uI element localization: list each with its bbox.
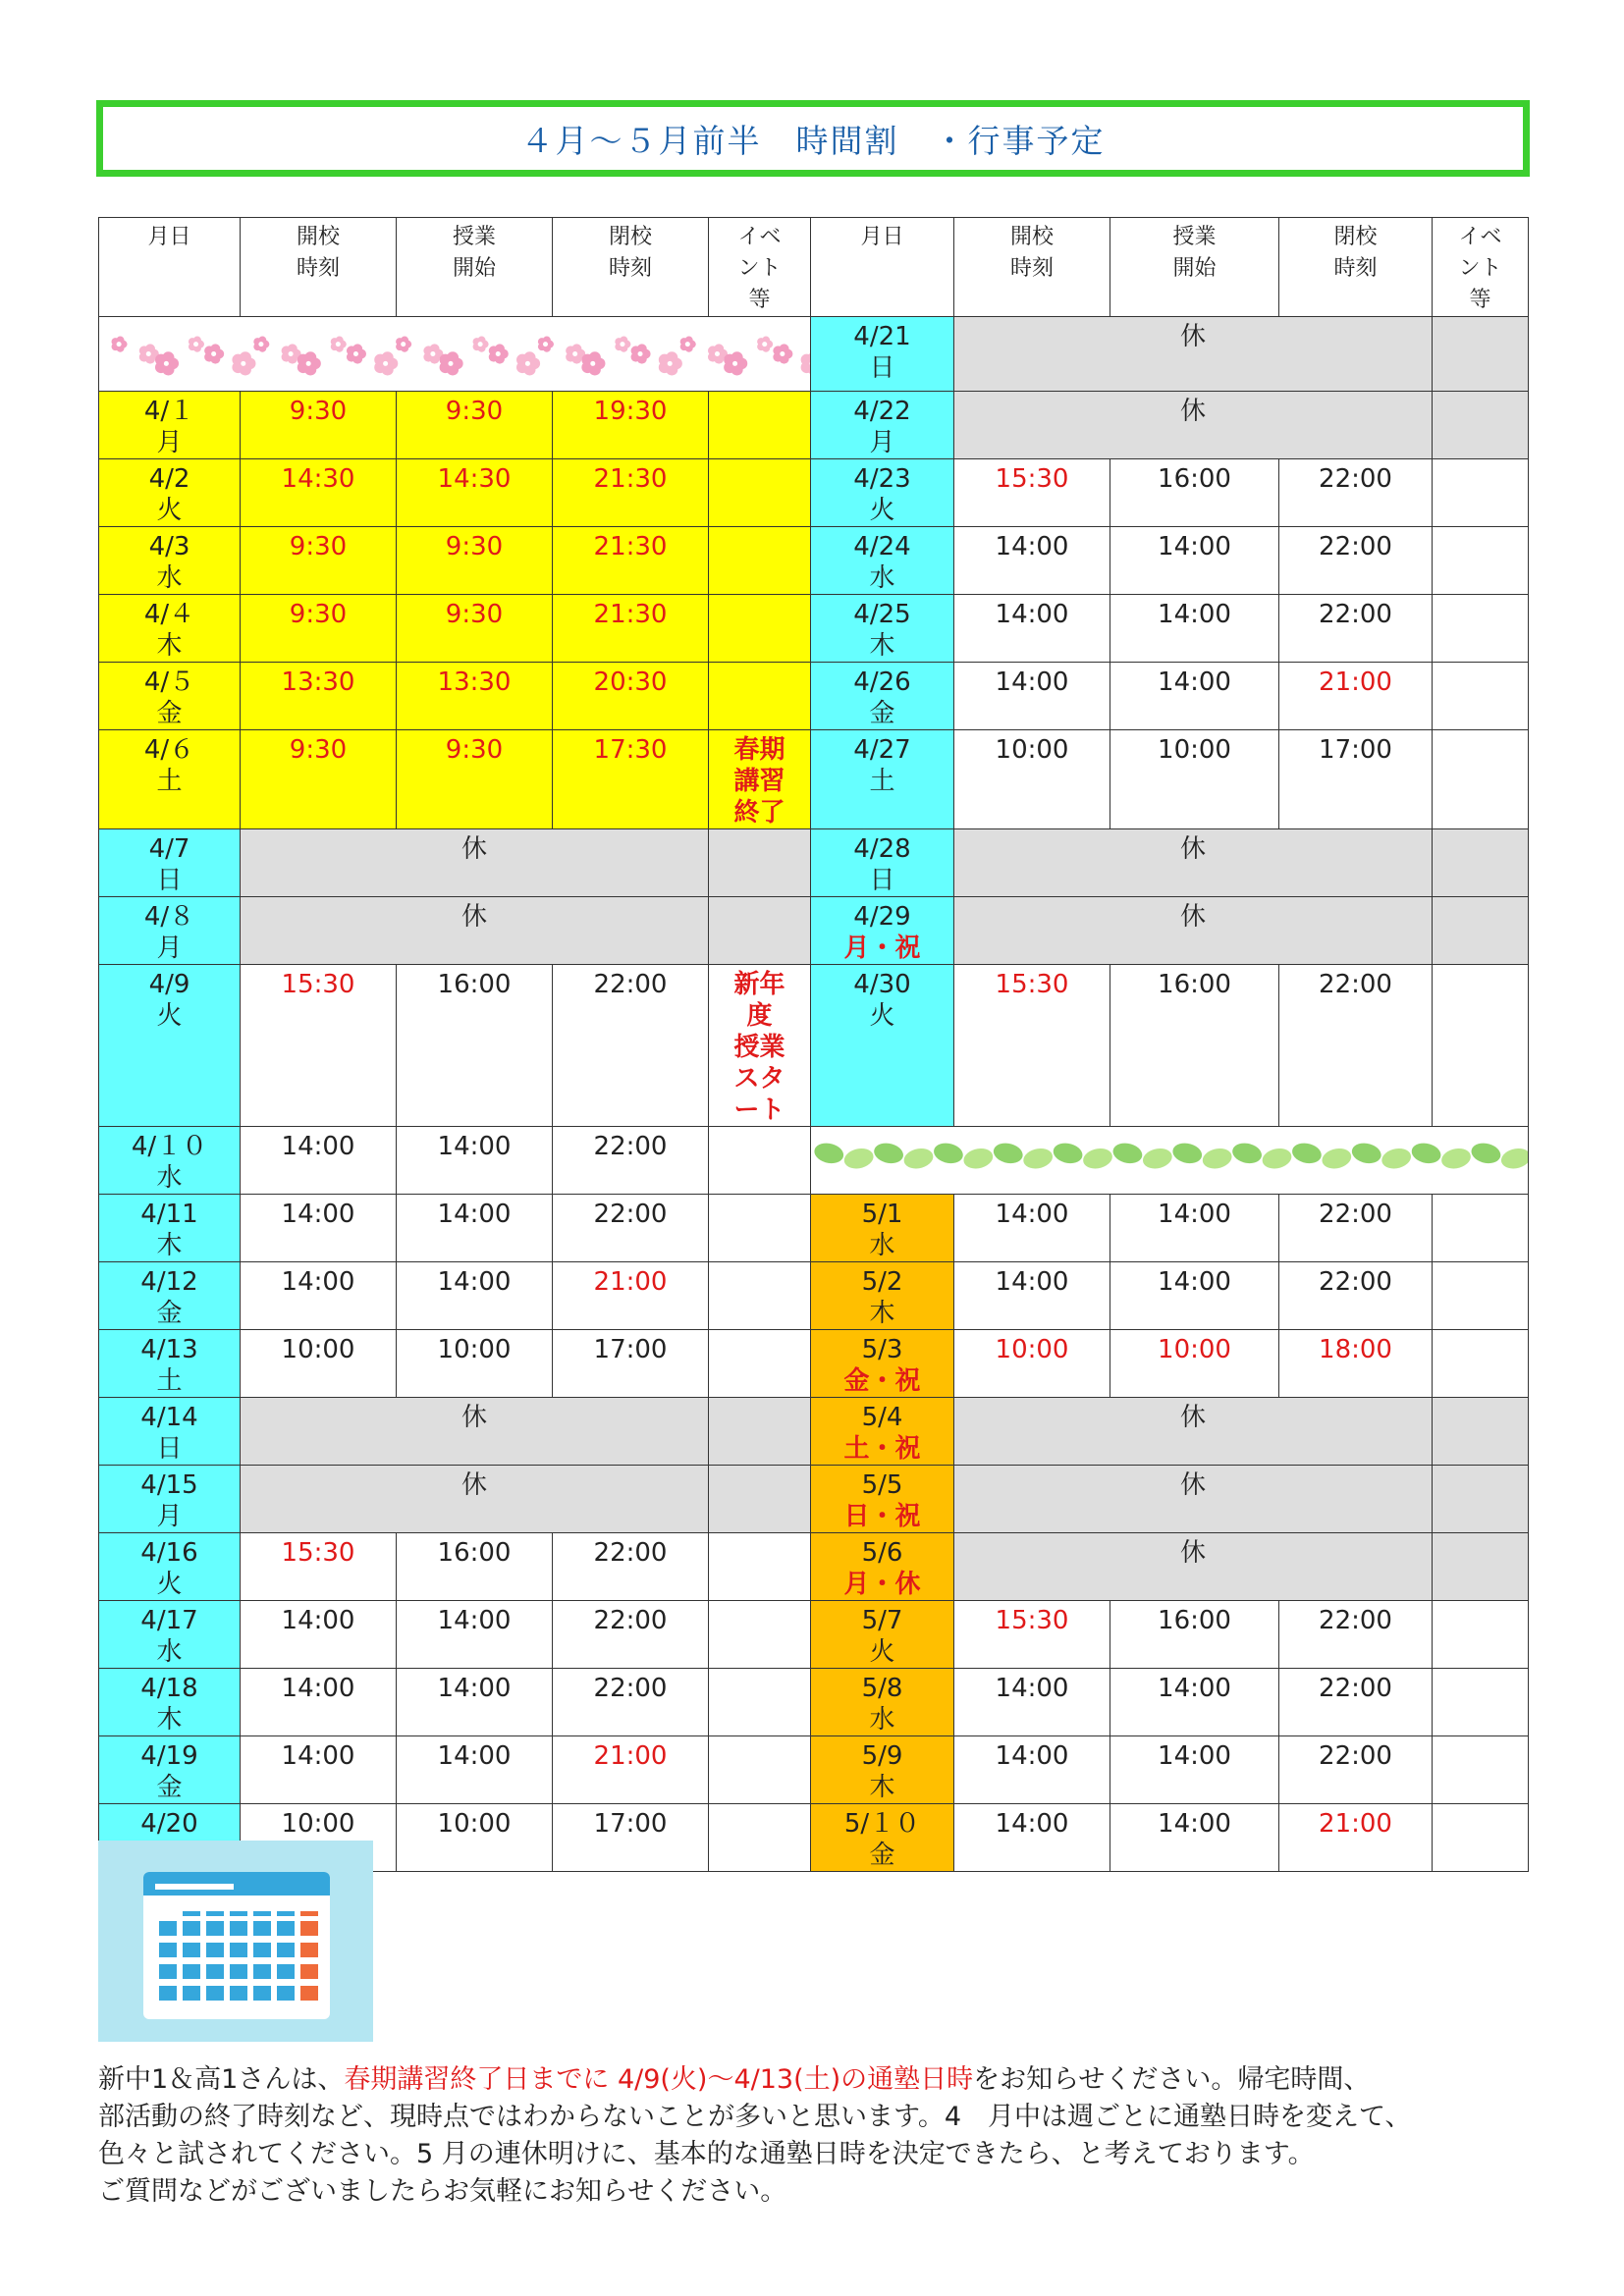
open-time: 14:00 (954, 527, 1110, 595)
event-cell (709, 1804, 811, 1872)
date-label: 4/12 金 (140, 1267, 198, 1328)
date-label: 4/26 金 (853, 667, 911, 728)
header-close: 閉校 時刻 (553, 218, 709, 317)
open-time: 15:30 (241, 965, 397, 1127)
date-cell (811, 1533, 954, 1601)
header-event: イベ ント 等 (709, 218, 811, 317)
open-time: 10:00 (954, 730, 1110, 829)
date-label: 4/23 火 (853, 464, 911, 525)
table-row (99, 1195, 1529, 1262)
date-label: 4/11 木 (140, 1200, 198, 1260)
table-row (99, 1398, 1529, 1466)
start-time: 14:00 (1110, 1804, 1279, 1872)
date-cell (811, 459, 954, 527)
date-cell (811, 829, 954, 897)
notice-line2: 部活動の終了時刻など、現時点ではわからないことが多いと思います。4 月中は週ごとに通塾日時を変えて、 (98, 2102, 1412, 2132)
open-time: 14:00 (954, 663, 1110, 730)
close-time: 22:00 (1279, 1736, 1433, 1804)
start-time: 10:00 (397, 1804, 553, 1872)
date-cell (99, 1262, 241, 1330)
date-cell (811, 1262, 954, 1330)
event-cell (1433, 897, 1529, 965)
start-time: 14:30 (397, 459, 553, 527)
closed-cell: 休 (954, 392, 1433, 459)
event-cell (709, 829, 811, 897)
date-cell (99, 1466, 241, 1533)
date-label: 4/9 火 (148, 970, 190, 1031)
notice-text (98, 2061, 1532, 2211)
start-time: 14:00 (397, 1736, 553, 1804)
close-time: 22:00 (1279, 595, 1433, 663)
close-time: 22:00 (553, 1533, 709, 1601)
date-cell (99, 1601, 241, 1669)
event-cell (709, 1127, 811, 1195)
start-time: 16:00 (397, 965, 553, 1127)
close-time: 22:00 (1279, 527, 1433, 595)
date-label: 5/5 (861, 1470, 903, 1500)
close-time: 21:00 (553, 1736, 709, 1804)
date-cell (99, 1533, 241, 1601)
start-time: 9:30 (397, 730, 553, 829)
event-cell (709, 1669, 811, 1736)
header-date: 月日 (811, 218, 954, 317)
event-cell (709, 595, 811, 663)
date-label: 4/30 火 (853, 970, 911, 1031)
close-time: 21:00 (1279, 663, 1433, 730)
event-cell (1433, 317, 1529, 392)
date-cell (811, 897, 954, 965)
start-time: 10:00 (397, 1330, 553, 1398)
title-box (96, 100, 1530, 177)
date-cell (99, 1330, 241, 1398)
open-time: 14:00 (954, 1669, 1110, 1736)
event-cell (1433, 1195, 1529, 1262)
open-time: 14:00 (241, 1195, 397, 1262)
table-row (99, 730, 1529, 829)
table-row (99, 1330, 1529, 1398)
close-time: 22:00 (553, 1669, 709, 1736)
event-cell (709, 1466, 811, 1533)
event-cell (1433, 663, 1529, 730)
close-time: 21:30 (553, 527, 709, 595)
holiday-weekday: 月・休 (843, 1570, 921, 1599)
open-time: 14:00 (241, 1601, 397, 1669)
event-cell (1433, 965, 1529, 1127)
event-cell (709, 1533, 811, 1601)
event-cell (1433, 595, 1529, 663)
holiday-weekday: 金・祝 (843, 1366, 921, 1396)
date-label: 5/１０ 金 (843, 1809, 921, 1870)
open-time: 15:30 (954, 1601, 1110, 1669)
closed-cell: 休 (954, 1398, 1433, 1466)
start-time: 14:00 (397, 1669, 553, 1736)
open-time: 14:00 (954, 1736, 1110, 1804)
event-cell (1433, 1398, 1529, 1466)
date-cell (811, 730, 954, 829)
closed-cell: 休 (241, 897, 709, 965)
table-row (99, 1601, 1529, 1669)
header-event: イベ ント 等 (1433, 218, 1529, 317)
date-cell (99, 1669, 241, 1736)
table-row (99, 663, 1529, 730)
open-time: 14:00 (241, 1127, 397, 1195)
date-label: 4/17 水 (140, 1606, 198, 1667)
event-cell (709, 1398, 811, 1466)
table-row (99, 527, 1529, 595)
header-close: 閉校 時刻 (1279, 218, 1433, 317)
closed-cell: 休 (241, 829, 709, 897)
close-time: 18:00 (1279, 1330, 1433, 1398)
open-time: 14:00 (241, 1669, 397, 1736)
close-time: 22:00 (553, 965, 709, 1127)
header-open: 開校 時刻 (954, 218, 1110, 317)
date-cell (99, 459, 241, 527)
date-label: 5/7 火 (861, 1606, 903, 1667)
event-cell (709, 459, 811, 527)
date-cell (811, 1601, 954, 1669)
date-cell (99, 1736, 241, 1804)
holiday-weekday: 月・祝 (843, 934, 921, 963)
date-cell (99, 527, 241, 595)
date-label: 4/19 金 (140, 1741, 198, 1802)
event-cell (1433, 730, 1529, 829)
close-time: 17:00 (553, 1804, 709, 1872)
date-label: 4/3 水 (148, 532, 190, 593)
date-label: 4/27 土 (853, 735, 911, 796)
open-time: 10:00 (241, 1804, 397, 1872)
start-time: 10:00 (1110, 730, 1279, 829)
close-time: 22:00 (1279, 1669, 1433, 1736)
date-cell (99, 1195, 241, 1262)
event-cell (709, 527, 811, 595)
event-cell (1433, 1736, 1529, 1804)
open-time: 14:00 (241, 1262, 397, 1330)
table-row (99, 1533, 1529, 1601)
header-open: 開校 時刻 (241, 218, 397, 317)
closed-cell: 休 (954, 829, 1433, 897)
table-row (99, 392, 1529, 459)
date-cell (99, 829, 241, 897)
date-label: 4/22 月 (853, 397, 911, 457)
holiday-weekday: 日・祝 (843, 1502, 921, 1531)
event-cell (1433, 1601, 1529, 1669)
close-time: 22:00 (1279, 459, 1433, 527)
date-label: 4/15 月 (140, 1470, 198, 1531)
date-label: 4/16 火 (140, 1538, 198, 1599)
table-row (99, 317, 1529, 392)
date-cell (99, 1127, 241, 1195)
start-time: 16:00 (1110, 459, 1279, 527)
open-time: 14:00 (954, 1804, 1110, 1872)
start-time: 14:00 (1110, 1262, 1279, 1330)
table-row (99, 595, 1529, 663)
date-label: 4/１ 月 (143, 397, 195, 457)
header-start: 授業 開始 (397, 218, 553, 317)
table-row (99, 1669, 1529, 1736)
notice-line3: 色々と試されてください。5 月の連休明けに、基本的な通塾日時を決定できたら、と考えております。 (98, 2139, 1315, 2169)
open-time: 13:30 (241, 663, 397, 730)
event-cell (1433, 1466, 1529, 1533)
table-row (99, 1262, 1529, 1330)
date-cell (811, 1330, 954, 1398)
date-cell (811, 663, 954, 730)
date-cell (811, 1195, 954, 1262)
event-cell (1433, 829, 1529, 897)
table-row (99, 1127, 1529, 1195)
close-time: 21:30 (553, 459, 709, 527)
date-label: 5/8 水 (861, 1674, 903, 1735)
closed-cell: 休 (241, 1466, 709, 1533)
date-cell (99, 663, 241, 730)
date-label: 4/29 (853, 902, 911, 932)
start-time: 14:00 (1110, 663, 1279, 730)
open-time: 14:00 (954, 1262, 1110, 1330)
open-time: 14:00 (241, 1736, 397, 1804)
date-cell (811, 1736, 954, 1804)
date-label: 4/7 日 (148, 834, 190, 895)
event-cell (709, 1262, 811, 1330)
date-cell (811, 595, 954, 663)
table-row (99, 965, 1529, 1127)
date-cell (99, 1398, 241, 1466)
table-row (99, 459, 1529, 527)
event-cell (1433, 1330, 1529, 1398)
date-cell (99, 897, 241, 965)
date-cell (811, 527, 954, 595)
start-time: 14:00 (1110, 595, 1279, 663)
close-time: 22:00 (553, 1195, 709, 1262)
close-time: 19:30 (553, 392, 709, 459)
event-cell (709, 663, 811, 730)
close-time: 22:00 (1279, 1262, 1433, 1330)
notice-line1-a: 新中1＆高1さんは、 (98, 2064, 345, 2095)
open-time: 14:00 (954, 1195, 1110, 1262)
date-label: 5/6 (861, 1538, 903, 1568)
event-cell (709, 1330, 811, 1398)
start-time: 14:00 (1110, 527, 1279, 595)
calendar-icon (98, 1841, 373, 2042)
date-label: 4/18 木 (140, 1674, 198, 1735)
start-time: 14:00 (397, 1127, 553, 1195)
header-start: 授業 開始 (1110, 218, 1279, 317)
date-label: 4/８ 月 (143, 902, 195, 963)
open-time: 9:30 (241, 392, 397, 459)
start-time: 16:00 (1110, 965, 1279, 1127)
close-time: 17:30 (553, 730, 709, 829)
event-cell (709, 1195, 811, 1262)
notice-line4: ご質問などがございましたらお気軽にお知らせください。 (98, 2176, 787, 2207)
date-label: 4/４ 木 (143, 600, 195, 661)
closed-cell: 休 (954, 317, 1433, 392)
table-row (99, 1466, 1529, 1533)
notice-highlight: 春期講習終了日までに 4/9(火)～4/13(土)の通塾日時 (344, 2064, 974, 2095)
event-cell (1433, 1804, 1529, 1872)
close-time: 21:00 (1279, 1804, 1433, 1872)
table-row (99, 1736, 1529, 1804)
date-label: 4/21 日 (853, 322, 911, 383)
date-cell (99, 595, 241, 663)
close-time: 17:00 (553, 1330, 709, 1398)
cherry-blossom-garland (99, 317, 811, 392)
schedule-table (98, 217, 1529, 1872)
table-row (99, 897, 1529, 965)
event-cell (709, 392, 811, 459)
closed-cell: 休 (954, 1466, 1433, 1533)
open-time: 10:00 (954, 1330, 1110, 1398)
closed-cell: 休 (954, 897, 1433, 965)
start-time: 9:30 (397, 527, 553, 595)
table-row (99, 829, 1529, 897)
close-time: 17:00 (1279, 730, 1433, 829)
date-cell (99, 392, 241, 459)
date-label: 4/24 水 (853, 532, 911, 593)
holiday-weekday: 土・祝 (843, 1434, 921, 1464)
date-label: 4/2 火 (148, 464, 190, 525)
close-time: 22:00 (1279, 1601, 1433, 1669)
event-cell (709, 897, 811, 965)
event-cell (709, 1601, 811, 1669)
notice-line1-c: をお知らせください。帰宅時間、 (973, 2064, 1371, 2095)
close-time: 22:00 (553, 1601, 709, 1669)
close-time: 22:00 (1279, 1195, 1433, 1262)
start-time: 14:00 (1110, 1736, 1279, 1804)
date-label: 4/20 (140, 1809, 198, 1839)
event-cell: 春期 講習 終了 (709, 730, 811, 829)
date-cell (811, 392, 954, 459)
date-label: 5/1 水 (861, 1200, 903, 1260)
start-time: 9:30 (397, 595, 553, 663)
close-time: 20:30 (553, 663, 709, 730)
header-date: 月日 (99, 218, 241, 317)
date-cell (811, 317, 954, 392)
date-label: 5/2 木 (861, 1267, 903, 1328)
close-time: 21:30 (553, 595, 709, 663)
date-cell (99, 730, 241, 829)
open-time: 15:30 (954, 459, 1110, 527)
open-time: 9:30 (241, 527, 397, 595)
date-label: 4/14 日 (140, 1403, 198, 1464)
date-label: 4/13 土 (140, 1335, 198, 1396)
open-time: 10:00 (241, 1330, 397, 1398)
event-cell (1433, 527, 1529, 595)
start-time: 9:30 (397, 392, 553, 459)
date-label: 5/4 (861, 1403, 903, 1432)
start-time: 13:30 (397, 663, 553, 730)
green-leaf-garland (811, 1127, 1529, 1195)
open-time: 15:30 (954, 965, 1110, 1127)
date-cell (811, 1398, 954, 1466)
close-time: 21:00 (553, 1262, 709, 1330)
date-cell (811, 1669, 954, 1736)
date-cell (811, 965, 954, 1127)
date-label: 4/６ 土 (143, 735, 195, 796)
start-time: 14:00 (1110, 1669, 1279, 1736)
date-cell (811, 1804, 954, 1872)
date-label: 4/28 日 (853, 834, 911, 895)
start-time: 14:00 (397, 1262, 553, 1330)
table-header-row (99, 218, 1529, 317)
open-time: 14:00 (954, 595, 1110, 663)
event-cell: 新年 度 授業 スタ ート (709, 965, 811, 1127)
closed-cell: 休 (241, 1398, 709, 1466)
page-title: ４月～５月前半 時間割 ・行事予定 (520, 121, 1106, 160)
date-cell (99, 965, 241, 1127)
event-cell (1433, 1533, 1529, 1601)
event-cell (709, 1736, 811, 1804)
open-time: 15:30 (241, 1533, 397, 1601)
event-cell (1433, 1262, 1529, 1330)
open-time: 14:30 (241, 459, 397, 527)
start-time: 16:00 (1110, 1601, 1279, 1669)
start-time: 14:00 (397, 1601, 553, 1669)
event-cell (1433, 1669, 1529, 1736)
start-time: 14:00 (397, 1195, 553, 1262)
close-time: 22:00 (1279, 965, 1433, 1127)
start-time: 14:00 (1110, 1195, 1279, 1262)
date-label: 4/５ 金 (143, 667, 195, 728)
open-time: 9:30 (241, 595, 397, 663)
date-cell (811, 1466, 954, 1533)
open-time: 9:30 (241, 730, 397, 829)
date-label: 5/9 木 (861, 1741, 903, 1802)
start-time: 10:00 (1110, 1330, 1279, 1398)
date-label: 5/3 (861, 1335, 903, 1364)
start-time: 16:00 (397, 1533, 553, 1601)
date-label: 4/１０ 水 (131, 1132, 208, 1193)
event-cell (1433, 459, 1529, 527)
event-cell (1433, 392, 1529, 459)
date-label: 4/25 木 (853, 600, 911, 661)
close-time: 22:00 (553, 1127, 709, 1195)
closed-cell: 休 (954, 1533, 1433, 1601)
